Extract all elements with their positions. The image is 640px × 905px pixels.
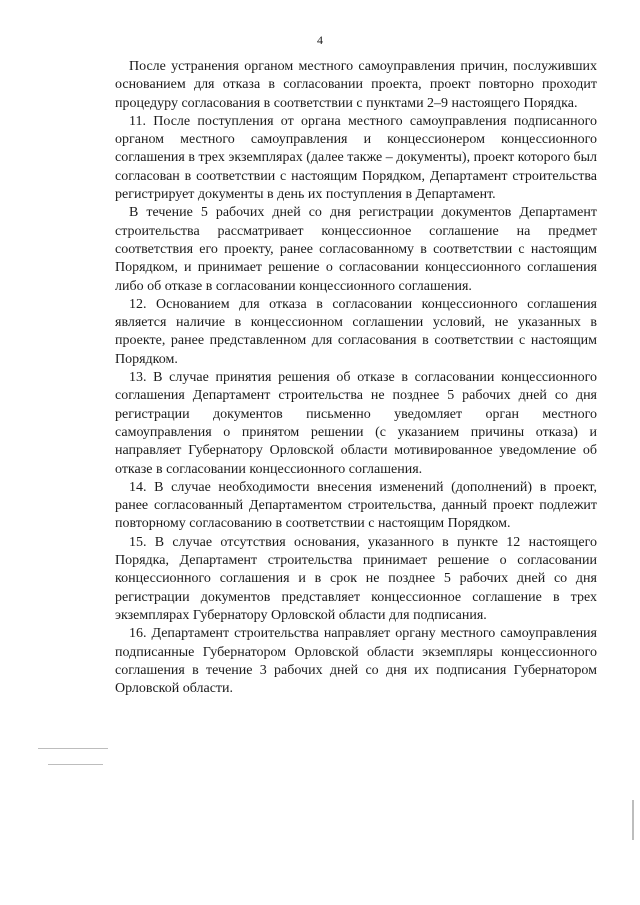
paragraph-14: 14. В случае необходимости внесения изменений (дополнений) в проект, ранее согласованный Департаментом строительства, данный проект подлежит повторному согласованию в соответствии с настоящим Порядком. xyxy=(115,479,597,532)
paragraph-11: 11. После поступления от органа местного самоуправления подписанного органом местного самоуправления и концессионером концессионного соглашения в трех экземплярах (далее также – документы), проект которого был согласован в соответствии с настоящим Порядком, Департамент строительства регистрирует документы в день их поступления в Департамент. xyxy=(115,113,597,203)
scan-artifact-line xyxy=(632,800,634,840)
paragraph-11-review-period: В течение 5 рабочих дней со дня регистрации документов Департамент строительства рассматривает концессионное соглашение на предмет соответствия его проекту, ранее согласованному в соответствии с настоящим Порядком, и принимает решение о согласовании концессионного соглашения либо об отказе в согласовании концессионного соглашения. xyxy=(115,205,597,294)
scan-artifact-line xyxy=(48,764,103,765)
scan-artifact-line xyxy=(38,748,108,749)
paragraph-resubmission: После устранения органом местного самоуправления причин, послуживших основанием для отказа в согласовании проекта, проект повторно проходит процедуру согласования в соответствии с пунктами 2–9 настоящего Порядка. xyxy=(115,59,597,111)
paragraph-16: 16. Департамент строительства направляет органу местного самоуправления подписанные Губернатором Орловской области экземпляры концессионного соглашения в течение 3 рабочих дней со дня их подписания Губернатором Орловской области. xyxy=(115,626,597,697)
page-number: 4 xyxy=(317,33,323,47)
paragraph-15: 15. В случае отсутствия основания, указанного в пункте 12 настоящего Порядка, Департамент строительства принимает решение о согласовании концессионного соглашения и в срок не позднее 5 рабочих дней со дня регистрации документов представляет концессионное соглашение в трех экземплярах Губернатору Орловской области для подписания. xyxy=(115,534,597,623)
document-body xyxy=(115,58,597,698)
paragraph-13: 13. В случае принятия решения об отказе в согласовании концессионного соглашения Департамент строительства не позднее 5 рабочих дней со дня регистрации документов письменно уведомляет орган местного самоуправления о принятом решении (с указанием причины отказа) и направляет Губернатору Орловской области мотивированное уведомление об отказе в согласовании концессионного соглашения. xyxy=(115,370,597,477)
paragraph-12: 12. Основанием для отказа в согласовании концессионного соглашения является наличие в концессионном соглашении условий, не указанных в проекте, ранее представленном для согласования в соответствии с настоящим Порядком. xyxy=(115,296,597,367)
